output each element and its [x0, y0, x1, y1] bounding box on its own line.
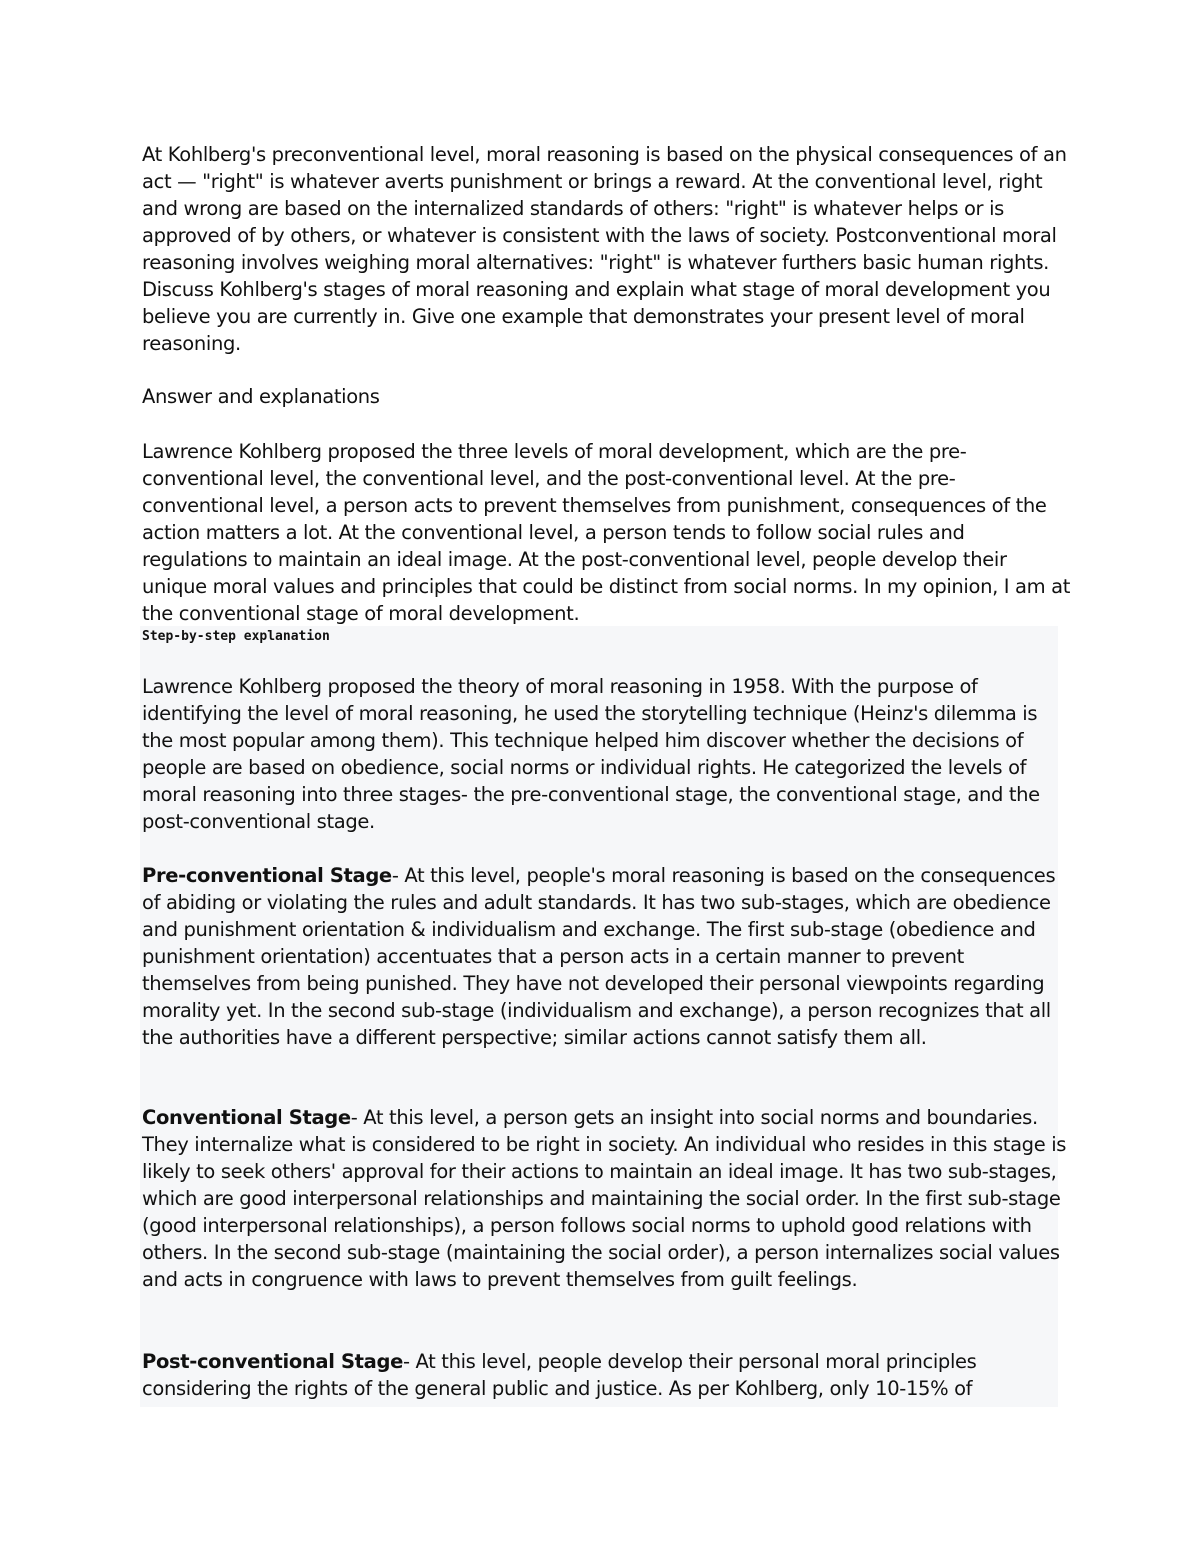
stage-description: - At this level, people develop their personal moral principles considering the rights of the general public and justice. As per Kohlberg, only 10-15% of [142, 1350, 977, 1400]
stage-description: - At this level, a person gets an insight into social norms and boundaries. They internalize what is considered to be right in society. An individual who resides in this stage is likely to seek others' approval for their actions to maintain an ideal image. It has two sub-stages, which are good interpersonal relationships and maintaining the social order. In the first sub-stage (good interpersonal relationships), a person follows social norms to uphold good relations with others. In the second sub-stage (maintaining the social order), a person internalizes social values and acts in congruence with laws to prevent themselves from guilt feelings. [142, 1106, 1067, 1291]
stage-title: Post-conventional Stage [142, 1350, 403, 1373]
question-paragraph: At Kohlberg's preconventional level, moral reasoning is based on the physical consequences of an act — "right" is whatever averts punishment or brings a reward. At the conventional level, right and wrong are based on the internalized standards of others: "right" is whatever helps or is approved of by others, or whatever is consistent with the laws of society. Postconventional moral reasoning involves weighing moral alternatives: "right" is whatever furthers basic human rights. Discuss Kohlberg's stages of moral reasoning and explain what stage of moral development you believe you are currently in. Give one example that demonstrates your present level of moral reasoning. [142, 143, 1067, 355]
stage-title: Conventional Stage [142, 1106, 351, 1129]
step-by-step-heading: Step-by-step explanation [142, 629, 330, 644]
pre-conventional-paragraph [142, 862, 1072, 1051]
answer-heading: Answer and explanations [142, 385, 380, 408]
post-conventional-paragraph [142, 1348, 1072, 1402]
stage-title: Pre-conventional Stage [142, 864, 392, 887]
conventional-paragraph [142, 1104, 1072, 1293]
explanation-intro-paragraph: Lawrence Kohlberg proposed the theory of moral reasoning in 1958. With the purpose of identifying the level of moral reasoning, he used the storytelling technique (Heinz's dilemma is the most popular among them). This technique helped him discover whether the decisions of people are based on obedience, social norms or individual rights. He categorized the levels of moral reasoning into three stages- the pre-conventional stage, the conventional stage, and the post-conventional stage. [142, 675, 1040, 833]
stage-description: - At this level, people's moral reasoning is based on the consequences of abiding or violating the rules and adult standards. It has two sub-stages, which are obedience and punishment orientation & individualism and exchange. The first sub-stage (obedience and punishment orientation) accentuates that a person acts in a certain manner to prevent themselves from being punished. They have not developed their personal viewpoints regarding morality yet. In the second sub-stage (individualism and exchange), a person recognizes that all the authorities have a different perspective; similar actions cannot satisfy them all. [142, 864, 1056, 1049]
answer-paragraph: Lawrence Kohlberg proposed the three levels of moral development, which are the pre-conventional level, the conventional level, and the post-conventional level. At the pre-conventional level, a person acts to prevent themselves from punishment, consequences of the action matters a lot. At the conventional level, a person tends to follow social rules and regulations to maintain an ideal image. At the post-conventional level, people develop their unique moral values and principles that could be distinct from social norms. In my opinion, I am at the conventional stage of moral development. [142, 440, 1071, 625]
